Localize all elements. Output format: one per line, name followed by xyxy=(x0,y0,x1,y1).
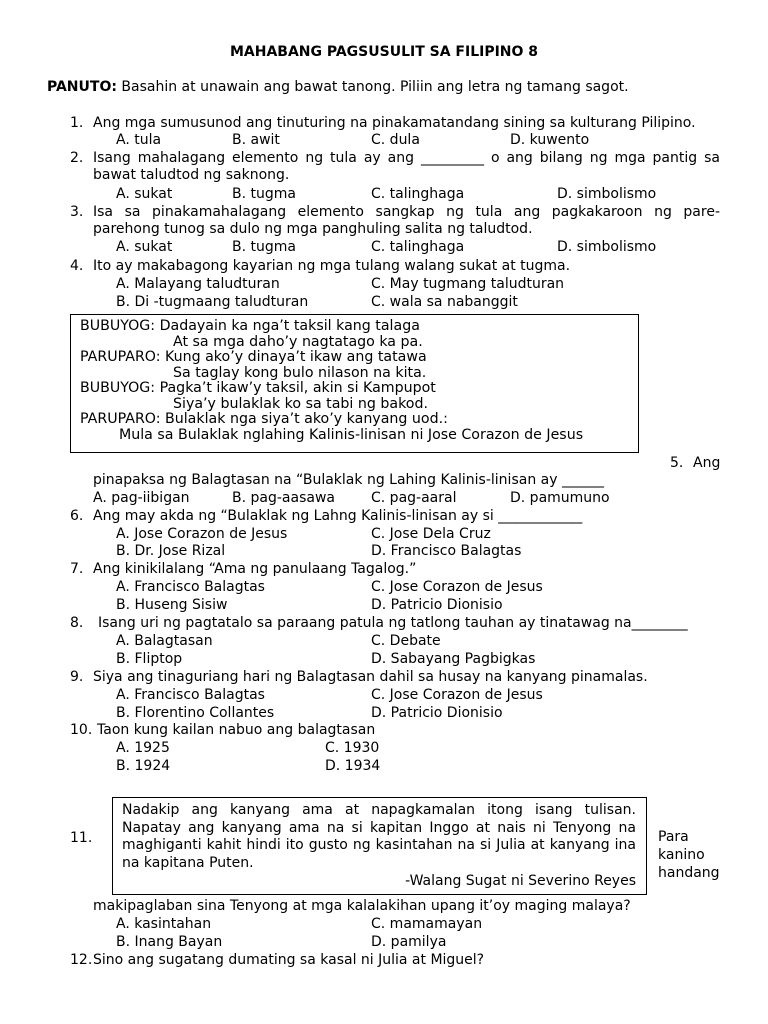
q7-choice-d: D. Patricio Dionisio xyxy=(371,597,503,613)
poem-line: At sa mga daho’y nagtatago ka pa. xyxy=(173,334,423,350)
q2-choice-a: A. sukat xyxy=(116,186,173,202)
q11-choice-a: A. kasintahan xyxy=(116,916,212,932)
instruction-text: Basahin at unawain ang bawat tanong. Piliin ang letra ng tamang sagot. xyxy=(121,79,629,95)
q1-choice-d: D. kuwento xyxy=(510,132,590,148)
q10-choice-b: B. 1924 xyxy=(116,758,171,774)
q1-text: Ang mga sumusunod ang tinuturing na pinakamatandang sining sa kulturang Pilipino. xyxy=(93,115,696,131)
q8-number: 8. xyxy=(70,615,84,631)
q8-choice-a: A. Balagtasan xyxy=(116,633,213,649)
q11-number: 11. xyxy=(70,830,93,846)
q2-choice-d: D. simbolismo xyxy=(557,186,657,202)
q4-choice-a: A. Malayang taludturan xyxy=(116,276,280,292)
poem-line: Siya’y bulaklak ko sa tabi ng bakod. xyxy=(173,396,428,412)
q2-text-line1: Isang mahalagang elemento ng tula ay ang _________ o ang bilang ng mga pantig sa xyxy=(93,150,720,166)
q3-choice-c: C. talinghaga xyxy=(371,239,465,255)
q7-choice-a: A. Francisco Balagtas xyxy=(116,579,265,595)
q3-choice-b: B. tugma xyxy=(232,239,296,255)
poem-line: BUBUYOG: Dadayain ka nga’t taksil kang talaga xyxy=(80,318,420,334)
q3-text-line2: parehong tunog sa dulo ng mga panghuling salita ng taludtod. xyxy=(93,221,533,237)
q7-number: 7. xyxy=(70,561,84,577)
q5-choice-b: B. pag-aasawa xyxy=(232,490,335,506)
q5-choice-d: D. pamumuno xyxy=(510,490,610,506)
page-title: MAHABANG PAGSUSULIT SA FILIPINO 8 xyxy=(229,44,539,60)
q5-choice-c: C. pag-aaral xyxy=(371,490,457,506)
q10-choice-c: C. 1930 xyxy=(325,740,380,756)
poem-source: Mula sa Bulaklak nglahing Kalinis-linisan ni Jose Corazon de Jesus xyxy=(119,427,584,443)
q4-text: Ito ay makabagong kayarian ng mga tulang walang sukat at tugma. xyxy=(93,258,571,274)
q8-choice-d: D. Sabayang Pagbigkas xyxy=(371,651,536,667)
q6-choice-c: C. Jose Dela Cruz xyxy=(371,526,491,542)
q6-number: 6. xyxy=(70,508,84,524)
q4-choice-d: C. wala sa nabanggit xyxy=(371,294,518,310)
q10-choice-d: D. 1934 xyxy=(325,758,381,774)
passage-source: -Walang Sugat ni Severino Reyes xyxy=(405,873,636,889)
poem-line: BUBUYOG: Pagka’t ikaw’y taksil, akin si Kampupot xyxy=(80,380,436,396)
q2-choice-b: B. tugma xyxy=(232,186,296,202)
q9-number: 9. xyxy=(70,669,84,685)
q4-choice-b: B. Di -tugmaang taludturan xyxy=(116,294,309,310)
q3-choice-d: D. simbolismo xyxy=(557,239,657,255)
q6-choice-a: A. Jose Corazon de Jesus xyxy=(116,526,288,542)
q11-side-line1: Para xyxy=(658,829,689,845)
q12-text: Sino ang sugatang dumating sa kasal ni Julia at Miguel? xyxy=(93,952,485,968)
q10-number: 10. xyxy=(70,722,93,738)
instruction-label: PANUTO: xyxy=(47,79,117,95)
q9-choice-a: A. Francisco Balagtas xyxy=(116,687,265,703)
q11-side-line3: handang xyxy=(658,865,720,881)
q2-number: 2. xyxy=(70,150,84,166)
q12-number: 12. xyxy=(70,952,93,968)
q11-text: makipaglaban sina Tenyong at mga kalalakihan upang it’oy maging malaya? xyxy=(93,898,631,914)
q4-choice-c: C. May tugmang taludturan xyxy=(371,276,565,292)
q8-choice-c: C. Debate xyxy=(371,633,441,649)
q1-choice-b: B. awit xyxy=(232,132,280,148)
q11-side-line2: kanino xyxy=(658,847,705,863)
q8-text: Isang uri ng pagtatalo sa paraang patula ng tatlong tauhan ay tinatawag na________ xyxy=(98,615,688,631)
q11-choice-c: C. mamamayan xyxy=(371,916,483,932)
q5-choice-a: A. pag-iibigan xyxy=(93,490,190,506)
q1-number: 1. xyxy=(70,115,84,131)
q3-number: 3. xyxy=(70,204,84,220)
q1-choice-c: C. dula xyxy=(371,132,420,148)
q11-choice-d: D. pamilya xyxy=(371,934,447,950)
instruction xyxy=(47,79,629,97)
q5-lead: Ang xyxy=(693,455,721,471)
passage-text: Nadakip ang kanyang ama at napagkamalan itong isang tulisan. Napatay ang kanyang ama na si kapitan Inggo at nais ni Tenyong na maghiganti kahit hindi ito gusto ng kasintahan na si Julia at kanyang ina na kapitana Puten. xyxy=(122,802,636,871)
q2-text-line2: bawat taludtod ng saknong. xyxy=(93,167,290,183)
poem-line: PARUPARO: Bulaklak nga siya’t ako’y kanyang uod.: xyxy=(80,411,448,427)
q7-choice-c: C. Jose Corazon de Jesus xyxy=(371,579,543,595)
q9-choice-b: B. Florentino Collantes xyxy=(116,705,275,721)
poem-box xyxy=(70,314,639,453)
q9-choice-d: D. Patricio Dionisio xyxy=(371,705,503,721)
q4-number: 4. xyxy=(70,258,84,274)
q5-text: pinapaksa ng Balagtasan na “Bulaklak ng Lahing Kalinis-linisan ay ______ xyxy=(93,472,604,488)
q8-choice-b: B. Fliptop xyxy=(116,651,183,667)
q3-choice-a: A. sukat xyxy=(116,239,173,255)
q6-choice-d: D. Francisco Balagtas xyxy=(371,543,522,559)
poem-line: PARUPARO: Kung ako’y dinaya’t ikaw ang tatawa xyxy=(80,349,427,365)
poem-line: Sa taglay kong bulo nilason na kita. xyxy=(173,365,427,381)
q7-choice-b: B. Huseng Sisiw xyxy=(116,597,228,613)
q2-choice-c: C. talinghaga xyxy=(371,186,465,202)
q11-choice-b: B. Inang Bayan xyxy=(116,934,223,950)
q3-text-line1: Isa sa pinakamahalagang elemento sangkap ng tula ang pagkakaroon ng pare- xyxy=(93,204,720,220)
q6-text: Ang may akda ng “Bulaklak ng Lahng Kalinis-linisan ay si ____________ xyxy=(93,508,583,524)
q1-choice-a: A. tula xyxy=(116,132,162,148)
q10-text: Taon kung kailan nabuo ang balagtasan xyxy=(97,722,376,738)
passage-box xyxy=(112,797,647,895)
q7-text: Ang kinikilalang “Ama ng panulaang Tagalog.” xyxy=(93,561,417,577)
q6-choice-b: B. Dr. Jose Rizal xyxy=(116,543,226,559)
q10-choice-a: A. 1925 xyxy=(116,740,170,756)
q9-choice-c: C. Jose Corazon de Jesus xyxy=(371,687,543,703)
q5-number: 5. xyxy=(670,455,684,471)
q9-text: Siya ang tinaguriang hari ng Balagtasan dahil sa husay na kanyang pinamalas. xyxy=(93,669,648,685)
